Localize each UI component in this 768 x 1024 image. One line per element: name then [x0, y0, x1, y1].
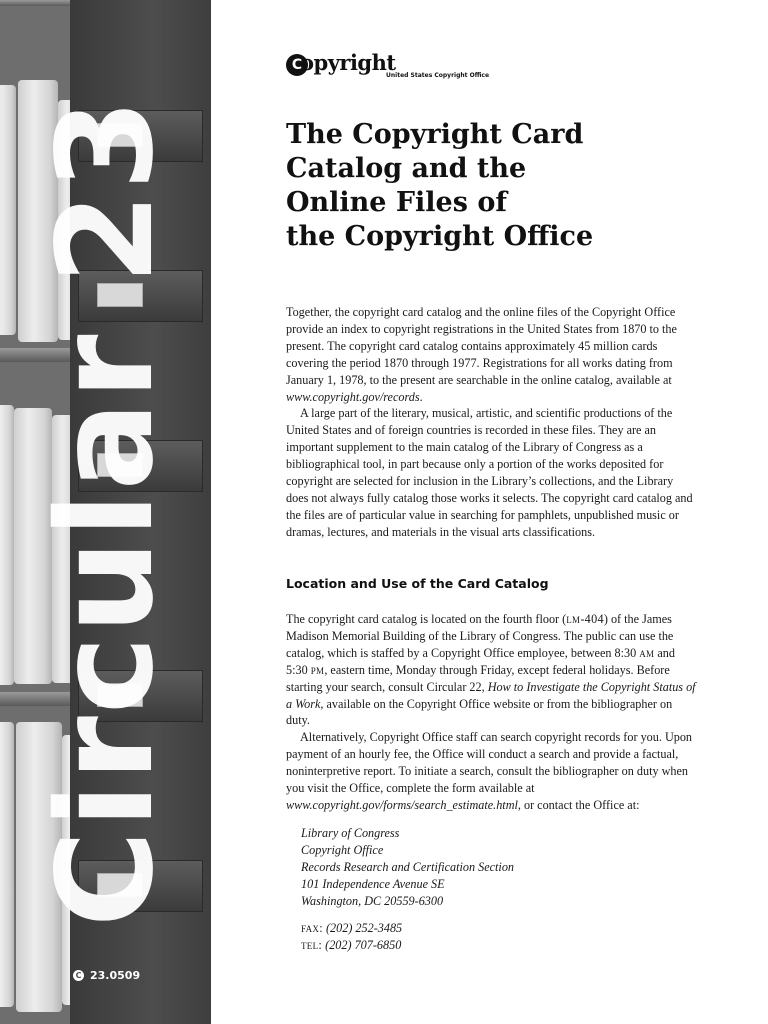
copyright-c-icon: C [286, 54, 308, 76]
logo-subtitle: United States Copyright Office [386, 72, 490, 79]
address-line: Washington, DC 20559-6300 [301, 894, 444, 908]
section-paragraph: The copyright card catalog is located on the fourth floor (lm-404) of the James Madison Memorial Building of the Library of Congress. The public can use the catalog, which is staffed by a Copyright Office employee, between 8:30 am and 5:30 pm, eastern time, Monday through Friday, except federal holidays. Before starting your search, consult Circular 22, How to Investigate the Copyright Status of a Work, available on the Copyright Office website or from the bibliographer on duty. [286, 612, 696, 728]
publication-code [73, 969, 140, 982]
copyright-c-icon: C [73, 970, 84, 981]
title-line: The Copyright Card [286, 119, 584, 150]
circular-number-title: Circular 23 [29, 96, 183, 928]
address-line: Copyright Office [301, 843, 384, 857]
section-text [286, 611, 696, 814]
section-heading: Location and Use of the Card Catalog [286, 576, 549, 591]
intro-paragraph: Together, the copyright card catalog and the online files of the Copyright Office provide an index to copyright registrations in the United States from 1870 to the present. The copyright card catalog contains approximately 45 million cards covering the period 1870 through 1977. Registrations for all works dating from January 1, 1978, to the present are searchable in the online catalog, available at www.copyright.gov/records. [286, 305, 677, 404]
ledger-book [0, 722, 14, 1007]
address-line: Records Research and Certification Section [301, 860, 515, 874]
cover-photo-strip [0, 0, 211, 1024]
title-line: Catalog and the [286, 153, 527, 184]
intro-paragraph: A large part of the literary, musical, artistic, and scientific productions of the United States and of foreign countries is recorded in these files. They are an important supplement to the main catalog of the Library of Congress as a bibliographical tool, in part because only a portion of the works deposited for copyright are selected for inclusion in the Library’s collections, and the Library does not always fully catalog those works it selects. The copyright card catalog and the files are of particular value in searching for pamphlets, unpublished music or dramas, lectures, and materials in the visual arts classifications. [286, 406, 693, 539]
ledger-book [0, 85, 16, 335]
address-line: 101 Independence Avenue SE [301, 877, 445, 891]
fax-line [301, 920, 402, 937]
logo-wordmark: opyright [300, 50, 396, 75]
document-title [286, 118, 706, 254]
tel-number: (202) 707-6850 [325, 938, 402, 952]
tel-label: tel: [301, 938, 323, 952]
fax-label: fax: [301, 921, 323, 935]
section-paragraph: Alternatively, Copyright Office staff can search copyright records for you. Upon payment of an hourly fee, the Office will conduct a search and provide a factual, noninterpretive report. To initiate a search, consult the bibliographer on duty when you visit the Office, complete the form available at www.copyright.gov/forms/search_estimate.html, or contact the Office at: [286, 730, 693, 812]
title-line: the Copyright Office [286, 221, 594, 252]
contact-numbers [301, 920, 402, 954]
mailing-address [301, 825, 514, 910]
tel-line [301, 937, 402, 954]
fax-number: (202) 252-3485 [325, 921, 403, 935]
circular-22-title: How to Investigate the Copyright Status of a Work [286, 679, 696, 711]
ledger-book [0, 405, 14, 685]
publication-code-text: 23.0509 [90, 969, 141, 982]
address-line: Library of Congress [301, 826, 400, 840]
search-estimate-link[interactable]: www.copyright.gov/forms/search_estimate.html [286, 797, 518, 812]
records-link[interactable]: www.copyright.gov/records [286, 389, 420, 404]
title-line: Online Files of [286, 187, 507, 218]
intro-text [286, 304, 696, 541]
